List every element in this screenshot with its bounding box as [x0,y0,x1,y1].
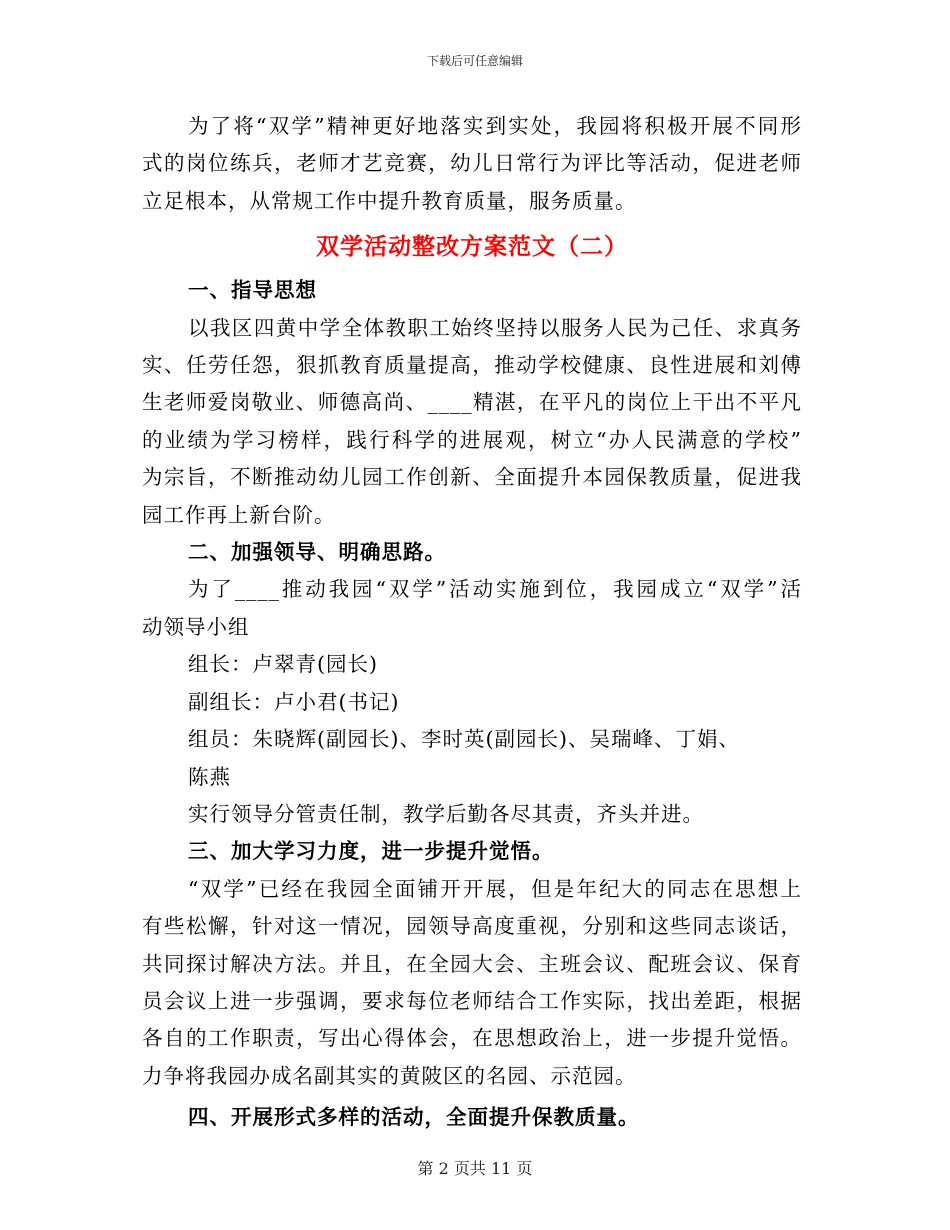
section1-line-4: 的业绩为学习榜样，践行科学的进展观，树立“办人民满意的学校” [142,427,802,452]
section3-line-6: 力争将我园办成名副其实的黄陂区的名园、示范园。 [142,1063,637,1088]
section3-line-2: 有些松懈，针对这一情况，园领导高度重视，分别和这些同志谈话， [142,914,802,939]
section3-line-3: 共同探讨解决方法。并且，在全园大会、主班会议、配班会议、保育 [142,951,802,976]
section3-line-5: 各自的工作职责，写出心得体会，在思想政治上，进一步提升觉悟。 [142,1026,802,1051]
section-heading-2: 二、加强领导、明确思路。 [188,540,446,565]
page-footer: 第 2 页共 11 页 [417,1159,533,1178]
section1-line-1: 以我区四黄中学全体教职工始终坚持以服务人民为己任、求真务 [188,315,802,340]
group-members: 组员：朱晓辉(副园长)、李时英(副园长)、吴瑞峰、丁娟、 [188,727,740,752]
intro-line-1: 为了将“双学”精神更好地落实到实处，我园将积极开展不同形 [188,114,802,138]
document-body [142,108,802,1137]
group-members-cont: 陈燕 [188,764,231,789]
responsibility-system: 实行领导分管责任制，教学后勤各尽其责，齐头并进。 [188,801,704,826]
group-leader: 组长：卢翠青(园长) [188,652,378,677]
section1-line-6: 园工作再上新台阶。 [142,502,336,527]
section-heading-1: 一、指导思想 [188,278,317,303]
section3-line-1: “双学”已经在我园全面铺开开展，但是年纪大的同志在思想上 [188,876,802,901]
section-heading-4: 四、开展形式多样的活动，全面提升保教质量。 [188,1105,640,1130]
section2-line-2: 动领导小组 [142,614,250,639]
section3-line-4: 员会议上进一步强调，要求每位老师结合工作实际，找出差距，根据 [142,988,802,1013]
section1-line-3: 生老师爱岗敬业、师德高尚、____精湛，在平凡的岗位上干出不平凡 [142,390,802,415]
intro-line-2: 式的岗位练兵，老师才艺竞赛，幼儿日常行为评比等活动，促进老师 [142,151,802,176]
section1-line-5: 为宗旨，不断推动幼儿园工作创新、全面提升本园保教质量，促进我 [142,465,802,490]
section2-line-1: 为了____推动我园“双学”活动实施到位，我园成立“双学”活 [188,577,802,602]
page-header: 下载后可任意编辑 [426,54,523,68]
section-heading-3: 三、加大学习力度，进一步提升觉悟。 [188,839,554,864]
intro-line-3: 立足根本，从常规工作中提升教育质量，服务质量。 [142,188,637,213]
document-title: 双学活动整改方案范文（二） [316,233,628,261]
group-deputy: 副组长：卢小君(书记) [188,689,400,714]
section1-line-2: 实、任劳任怨，狠抓教育质量提高，推动学校健康、良性进展和刘傅 [142,353,802,378]
